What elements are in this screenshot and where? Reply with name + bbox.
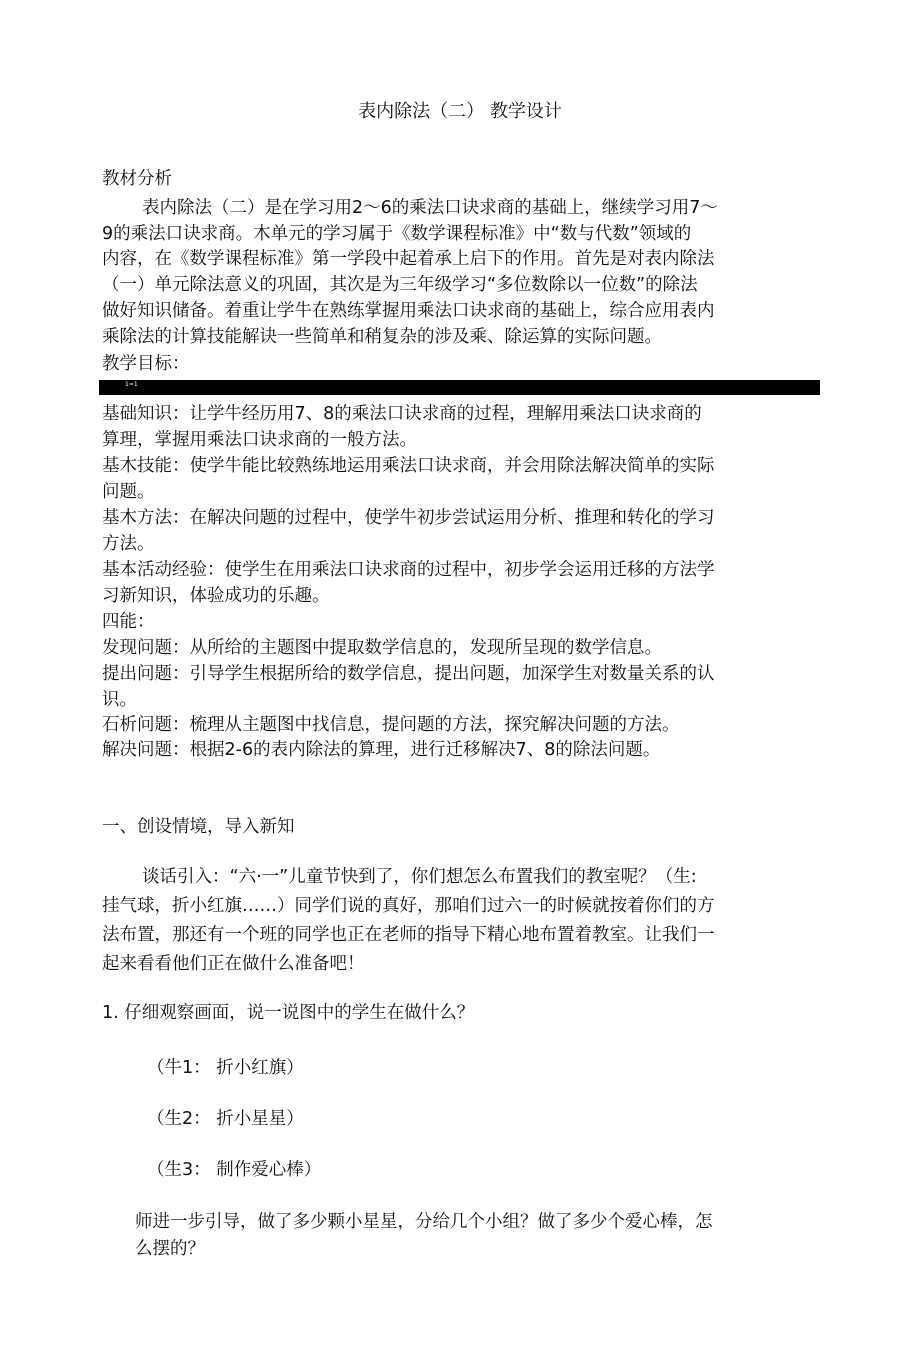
teacher-line-2: 么摆的？ [135,1239,205,1259]
goals-heading: 教学目标： [102,354,190,374]
analysis-line-3: 内容，在《数学课程标准》第一学段中起着承上启下的作用。首先是对表内除法 [102,249,715,269]
analysis-heading: 教材分析 [102,169,172,189]
goals-line-11: 提出问题：引导学生根据所给的数学信息，提出问题，加深学生对数量关系的认 [102,664,715,684]
answer-2: （生2： 折小星星） [147,1109,304,1129]
goals-line-5: 基木方法：在解决问题的过程中，使学牛初步尝试运用分析、推理和转化的学习 [102,508,715,528]
goals-line-1: 基础知识：让学牛经历用7、8的乘法口诀求商的过程，理解用乘法口诀求商的 [102,404,702,424]
analysis-line-5: 做好知识储备。着重让学牛在熟练掌握用乘法口诀求商的基础上，综合应用表内 [102,301,715,321]
intro-line-1: 谈话引入：“六·一”儿童节快到了，你们想怎么布置我们的教室呢？（生: [142,867,697,887]
analysis-line-1: 表内除法（二）是在学习用2～6的乘法口诀求商的基础上，继续学习用7～ [142,198,718,218]
goals-line-13: 石析问题：梳理从主题图中找信息，提问题的方法，探究解决问题的方法。 [102,715,680,735]
goals-line-14: 解决问题：根据2-6的表内除法的算理，进行迁移解决7、8的除法问题。 [102,740,661,760]
analysis-line-6: 乘除法的计算技能解诀一些简单和稍复杂的涉及乘、除运算的实际问题。 [102,327,662,347]
goals-line-12: 识。 [102,690,137,710]
intro-line-4: 起来看看他们正在做什么准备吧！ [102,954,365,974]
bar-mark: 1=1 [125,381,138,388]
page-title: 表内除法（二） 教学设计 [358,101,562,122]
intro-line-3: 法布置，那还有一个班的同学也正在老师的指导下精心地布置着教室。让我们一 [102,925,715,945]
goals-line-6: 方法。 [102,534,155,554]
analysis-line-4: （一）单元除法意义的巩固，其次是为三年级学习“多位数除以一位数”的除法 [102,275,698,295]
answer-3: （生3： 制作爱心棒） [147,1160,322,1180]
goals-line-10: 发现问题：从所给的主题图中提取数学信息的，发现所呈现的数学信息。 [102,638,662,658]
section1-heading: 一、创设情境，导入新知 [102,817,295,837]
intro-line-2: 挂气球，折小红旗……）同学们说的真好，那咱们过六一的时候就按着你们的方 [102,896,715,916]
goals-line-4: 问题。 [102,482,155,502]
question-1: 1. 仔细观察画面，说一说图中的学生在做什么？ [102,1003,475,1023]
analysis-line-2: 9的乘法口诀求商。木单元的学习属于《数学课程标准》中“数与代数”领域的 [102,224,692,244]
goals-line-8: 习新知识，体验成功的乐趣。 [102,586,330,606]
redaction-bar [99,380,820,395]
goals-line-2: 算理，掌握用乘法口诀求商的一般方法。 [102,430,417,450]
goals-line-9: 四能： [102,612,155,632]
goals-line-3: 基木技能：使学牛能比较熟练地运用乘法口诀求商，并会用除法解决简单的实际 [102,456,715,476]
teacher-line-1: 师进一步引导，做了多少颗小星星，分给几个小组？做了多少个爱心棒，怎 [135,1212,713,1232]
answer-1: （牛1： 折小红旗） [147,1058,304,1078]
goals-line-7: 基本活动经验：使学生在用乘法口诀求商的过程中，初步学会运用迁移的方法学 [102,560,715,580]
